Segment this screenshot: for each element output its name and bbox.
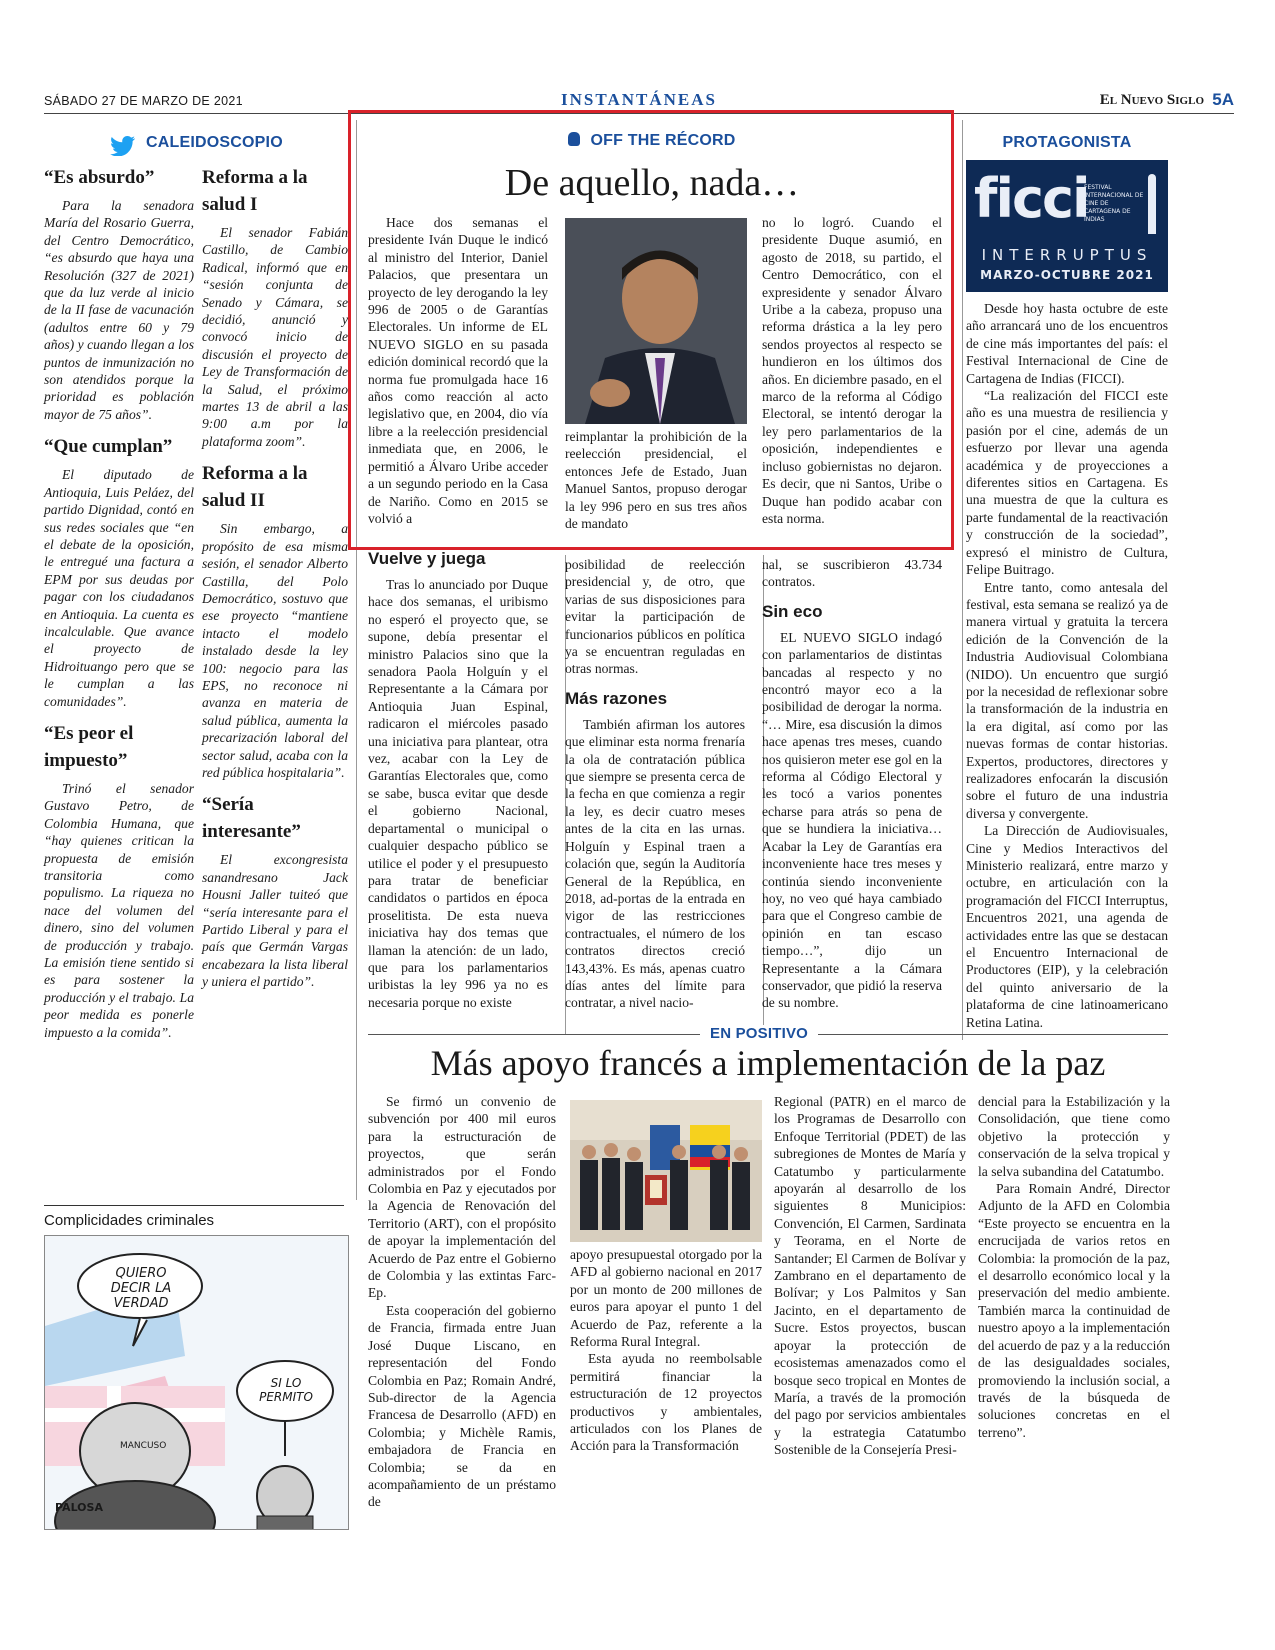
article-text: También afirman los autores que eliminar esta norma frenaría la ola de contratación pública que siempre se presenta cerca de la fecha en que comienza a regir la ley, es decir cuatro meses antes de la cita en las urnas. Holguín y Espinal traen a colación que, según la Auditoría General de la República, en 2018, ad-portas de la entrada en vigor de las restricciones contractuales, el número de los contratos directos creció 143,43%. Es más, apenas cuatro días antes del límite para contratar, a nivel nacio- (565, 716, 745, 1011)
newspaper-brand: El Nuevo Siglo (1099, 92, 1204, 108)
subhead: Vuelve y juega (368, 549, 486, 568)
character-label: MANCUSO (120, 1441, 167, 1451)
ficci-wordmark: ficci (974, 167, 1089, 230)
item-text: Para la senadora María del Rosario Guerra, del Centro Democrático, “es absurdo que haya una Resolución (327 de 2021) que da luz verde al inicio de la II fase de vacunación (adultos entre 60 y 79 años) y cuando llegan a los puntos de inmunización no son atendidos porque la prioridad es población mayor de 75 años”. (44, 198, 194, 422)
article-text: EL NUEVO SIGLO indagó con parlamentarios de distintas bancadas al respecto y no encontró mayor eco a la posibilidad de derogar la norma. “… Mire, esa discusión la dimos hace apenas tres meses, cuando nos quisieron meter ese gol en la reforma al Código Electoral y les tocó a varios ponentes echarse para atrás so pena de que se hundiera la iniciativa… Acabar la Ley de Garantías era inconveniente hace tres meses y continúa siendo inconveniente hoy, no veo qué haya cambiado para que el Congreso cambie de opinión en tan escaso tiempo…”, dijo un Representante a la Cámara conservador, que pidió la reserva de su nombre. (762, 629, 942, 1011)
subhead: Más razones (565, 688, 668, 708)
article-text: Entre tanto, como antesala del festival, esta semana se realizó ya de manera virtual y gratuita la tercera edición de la Convención de la Industria Audiovisual Colombiana (NIDO). Un encuentro que surgió por la necesidad de reflexionar sobre la transformación de la industria en la era digital, así como por las nuevas formas de contar historias. Expertos, productores, directores y realizadores enfocarán la discusión sobre el futuro de una industria diversa y convergente. (966, 579, 1168, 821)
twitter-bird-icon (110, 136, 136, 156)
protagonista-column (966, 300, 1168, 1031)
speech-bubble-2: SI LO PERMITO (259, 1376, 313, 1404)
off-record-label (357, 132, 947, 150)
group-photo-illustration (570, 1100, 762, 1242)
article-text: Esta ayuda no reembolsable permitirá financiar la estructuración de 12 proyectos productivos y ambientales, articulados con los Planes de Acción para la Transformación (570, 1351, 762, 1454)
article-text: reimplantar la prohibición de la reelección presidencial, el entonces Jefe de Estado, Juan Manuel Santos, propuso derogar la ley 996 pero en sus tres años de mandato (565, 429, 747, 532)
article-text: La Dirección de Audiovisuales, Cine y Medios Interactivos del Ministerio realizará, entre marzo y octubre, en articulación con la programación del FICCI Interruptus, Encuentros 2021, una agenda de actividades entre las que se destacan el Encuentro Internacional de Productores (EIP), y la celebración del quinto aniversario de la plataforma de cine latinoamericano Retina Latina. (966, 823, 1168, 1030)
en-positivo-column-2 (570, 1246, 762, 1455)
column-divider (962, 120, 963, 1040)
en-positivo-headline: Más apoyo francés a implementación de la paz (430, 1043, 1106, 1083)
item-title: Reforma a la salud II (202, 463, 308, 512)
item-title: “Que cumplan” (44, 436, 173, 458)
article-text: Hace dos semanas el presidente Iván Duque le indicó al ministro del Interior, Daniel Palacios, que presentara un proyecto de ley derogando la ley 996 de 2005 o de Garantías Electorales. Un informe de EL NUEVO SIGLO en su pasada edición dominical recordó que la norma fue promulgada hace 16 años como reacción al acto legislativo que, en 2004, dio vía libre a la reelección presidencial inmediata que, en 2006, le permitió a Álvaro Uribe acceder a un segundo periodo en la Casa de Nariño. Como en 2015 se volvió a (368, 215, 548, 526)
article-text: “La realización del FICCI este año es una muestra de resiliencia y pasión por el cine, además de un esfuerzo por llevar una agenda académica y de proyecciones a diferentes sitios en Cartagena. Es una muestra de que la cultura es parte fundamental de la reactivación y construcción de la sociedad”, expresó el ministro de Cultura, Felipe Buitrago. (966, 388, 1168, 578)
vuelve-column-1 (368, 548, 548, 1011)
item-text: El diputado de Antioquia, Luis Peláez, del partido Dignidad, contó en sus redes sociales que “en el debate de la oposición, le entregué una factura a EPM por sus deudas por pagar con los ciudadanos en Antioquia. La cuenta es incalculable. Que avance el proyecto de Hidroituango pero que se le cumplan a las comunidades”. (44, 467, 194, 709)
off-record-column-2 (565, 428, 747, 532)
page-header (44, 90, 1234, 112)
cartoon-image (44, 1235, 349, 1530)
item-text: Sin embargo, a propósito de esa misma sesión, el senador Alberto Castilla, del Polo Democrático, sostuvo que ese proyecto “mantiene intacto el modelo instalado desde la ley 100: negocio para las EPS, no reconoce ni avanza en materia de salud pública, aumenta la precarización laboral del sector salud, acaba con la red pública hospitalaria”. (202, 521, 348, 780)
section-title: OFF THE RÉCORD (590, 132, 736, 149)
ficci-dates: MARZO-OCTUBRE 2021 (980, 268, 1154, 282)
article-text: Desde hoy hasta octubre de este año arrancará uno de los encuentros de cine más importantes del país: el Festival Internacional de Cine de Cartagena de Indias (FICCI). (966, 301, 1168, 386)
article-text: dencial para la Estabilización y la Consolidación, que tiene como objetivo la protección y conservación de la selva tropical y la selva subandina del Catatumbo. (978, 1094, 1170, 1179)
item-title: “Es absurdo” (44, 167, 155, 188)
portrait-illustration (565, 218, 747, 424)
article-text: Para Romain André, Director Adjunto de la AFD en Colombia “Este proyecto se encuentra en la encrucijada de varios retos en Colombia: la promoción de la paz, el desarrollo económico local y la preservación del medio ambiente. También marca la continuidad de nuestro apoyo a la implementación del acuerdo de paz y a la reducción de las desigualdades sociales, promoviendo la inclusión social, a través de la búsqueda de soluciones concretas en el terreno”. (978, 1181, 1170, 1440)
subhead: Sin eco (762, 601, 823, 621)
section-title: CALEIDOSCOPIO (146, 134, 283, 151)
page-number: 5A (1212, 90, 1234, 109)
caleidoscopio-column-2 (202, 160, 348, 991)
article-text: Tras lo anunciado por Duque hace dos semanas, el uribismo no esperó el proyecto que, se supone, debía presentar el ministro Palacios sino que la senadora Paola Holguín y el Representante a la Cámara por Antioquia Juan Espinal, radicaron el miércoles pasado una iniciativa para plantear, otra vez, acabar con la Ley de Garantías Electorales que, como se sabe, busca evitar que desde el gobierno Nacional, departamental o municipal o cualquier despacho público se utilice el poder y el presupuesto para tratar de beneficiar candidatos o partidos en época proselitista. De esta nueva iniciativa hay dos temas que llaman la atención: de un lado, que para los parlamentarios uribistas la ley 996 ya no es necesaria porque no existe (368, 577, 548, 1010)
minister-photo (565, 218, 747, 424)
off-record-headline: De aquello, nada… (504, 162, 800, 204)
item-text: El senador Fabián Castillo, de Cambio Radical, informó que en “sesión conjunta de Senado y Cámara, se decidió, anunció y convocó inicio de discusión el proyecto de Ley de Transformación de la Salud, el próximo martes 13 de abril a las 9:00 a.m por la plataforma zoom”. (202, 225, 348, 449)
protagonista-label (966, 134, 1168, 152)
item-title: Reforma a la salud I (202, 167, 308, 215)
vuelve-column-2 (565, 556, 745, 1012)
en-positivo-column-4 (978, 1093, 1170, 1441)
article-text: no lo logró. Cuando el presidente Duque asumió, en agosto de 2018, su partido, el Centro Democrático, con el expresidente y senador Álvaro Uribe a la cabeza, propuso una reforma drástica a la ley pero sendos proyectos al respecto se hundieron en los últimos dos años. En diciembre pasado, en el marco de la reforma al Código Electoral, se intentó derogar la ley pero parlamentarios de la oposición, independientes e incluso gobiernistas no dejaron. Es decir, que ni Santos, Uribe o Duque han podido acabar con esta norma. (762, 215, 942, 526)
article-text: Esta cooperación del gobierno de Francia, firmada entre Juan José Duque Liscano, en representación del Fondo Colombia en Paz; Romain André, Sub-director de la Agencia Francesa de Desarrollo (AFD) en Colombia; y Michèle Ramis, embajadora de Francia en Colombia; se da en acompañamiento de un préstamo de (368, 1302, 556, 1510)
vuelve-column-3 (762, 556, 942, 1012)
speech-bubble-1: QUIERO DECIR LA VERDAD (110, 1266, 172, 1311)
section-title: PROTAGONISTA (1002, 134, 1132, 151)
ficci-logo (966, 160, 1168, 292)
ficci-subtitle: INTERRUPTUS (981, 246, 1153, 264)
signing-photo (570, 1100, 762, 1242)
item-text: El excongresista sanandresano Jack Housni Jaller tuiteó que “sería interesante para el Partido Liberal y para el país que Germán Vargas encabezara la lista liberal y uniera el partido”. (202, 852, 348, 990)
statue-icon (1148, 174, 1156, 234)
article-text: Se firmó un convenio de subvención por 400 mil euros para la estructuración de proyectos, que serán administrados por el Fondo Colombia en Paz y ejecutados por la Agencia de Renovación del Territorio (ART), con el propósito de apoyar la implementación del Acuerdo de Paz entre el Gobierno de Colombia y las extintas Farc-Ep. (368, 1094, 556, 1301)
section-name: INSTANTÁNEAS (561, 90, 717, 109)
article-text: apoyo presupuestal otorgado por la AFD al gobierno nacional en 2017 por un monto de 200 millones de euros para apoyar el punto 1 del Acuerdo de Paz, referente a la Reforma Rural Integral. (570, 1247, 762, 1350)
hand-icon (568, 132, 580, 146)
section-title: EN POSITIVO (710, 1025, 809, 1042)
item-title: “Sería interesante” (202, 794, 301, 843)
cartoon-caption: Complicidades criminales (44, 1212, 215, 1229)
off-record-column-1 (368, 214, 548, 527)
item-text: Trinó el senador Gustavo Petro, de Colombia Humana, que “hay quienes critican la propuesta de emisión transitoria como populismo. La riqueza no nace del volumen del dinero, sino del volumen de producción y trabajo. La emisión tiene sentido si es para sostener la producción y el trabajo. La peor medida es ponerle impuesto a la comida”. (44, 780, 194, 1040)
ficci-tagline: FESTIVAL INTERNACIONAL DE CINE DE CARTAGENA DE INDIAS (1084, 184, 1144, 223)
off-record-column-3 (762, 214, 942, 527)
caleidoscopio-column-1 (44, 160, 194, 1041)
article-text: posibilidad de reelección presidencial y, de otro, que varias de sus disposiciones para evitar la participación de funcionarios públicos en política ya se encuentran reguladas en otras normas. (565, 557, 745, 677)
cartoonist-signature: PALOSA (55, 1501, 103, 1514)
article-text: nal, se suscribieron 43.734 contratos. (762, 557, 942, 590)
cartoon-rule (44, 1205, 344, 1206)
item-title: “Es peor el impuesto” (44, 722, 134, 771)
article-text: Regional (PATR) en el marco de los Programas de Desarrollo con Enfoque Territorial (PDET) de las subregiones de Montes de María y Catatumbo y particularmente apoyarán al desarrollo de los siguientes 8 Municipios: Convención, El Carmen, Sardinata y Teorama, en el Norte de Santander; El Carmen de Bolívar y Zambrano en el departamento de Bolívar; y Los Palmitos y San Jacinto, en el departamento de Sucre. Estos proyectos, buscan apoyar la protección de ecosistemas amenazados como el bosque seco tropical en Montes de María, a través de la promoción del pago por servicios ambientales y la estrategia Catatumbo Sostenible de la Consejería Presi- (774, 1094, 966, 1458)
issue-date: SÁBADO 27 DE MARZO DE 2021 (44, 94, 243, 108)
en-positivo-column-1 (368, 1093, 556, 1511)
en-positivo-column-3 (774, 1093, 966, 1459)
